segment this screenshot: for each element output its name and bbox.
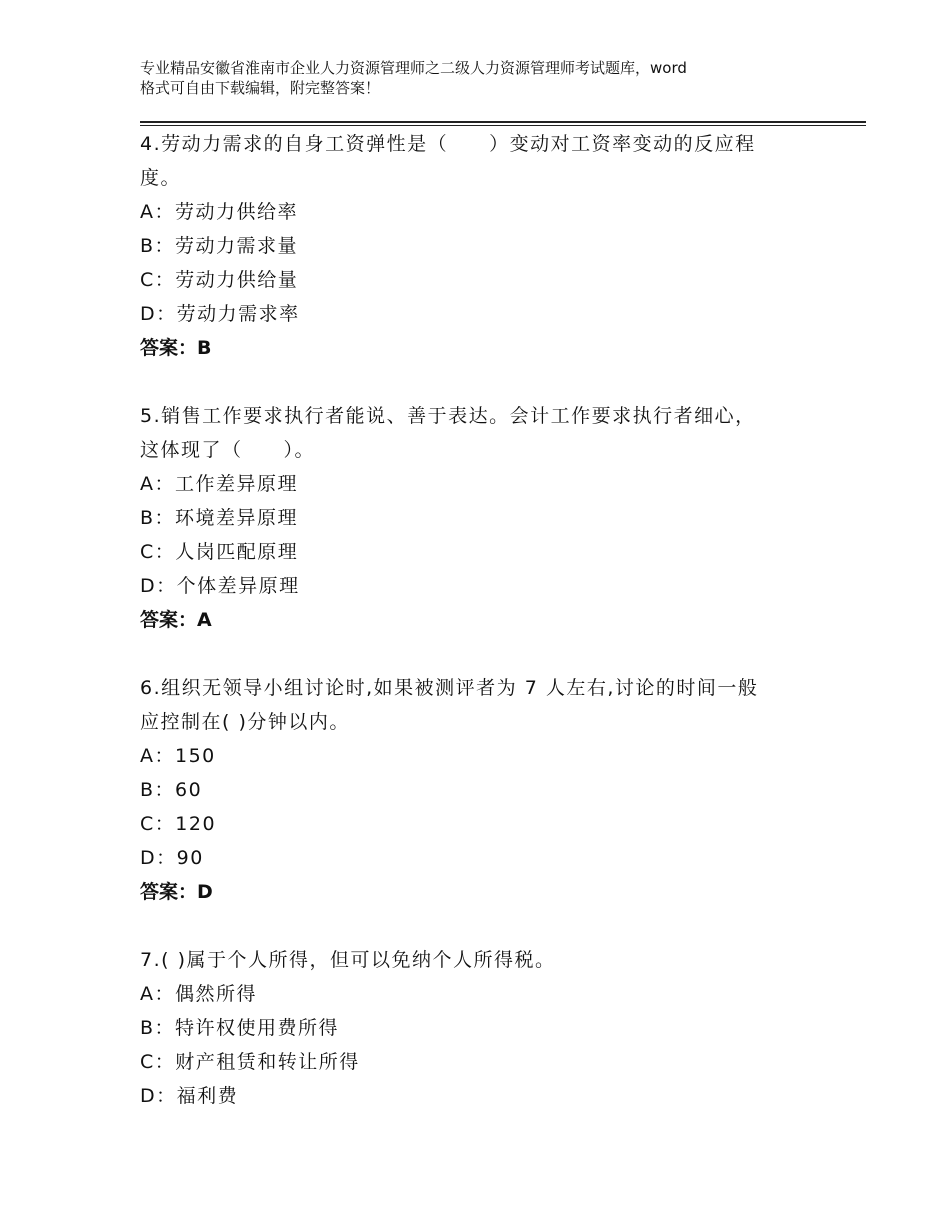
question-stem	[140, 671, 840, 739]
question-stem-line: 应控制在( )分钟以内。	[140, 711, 350, 733]
question-5	[140, 399, 840, 637]
question-spacer	[140, 365, 840, 399]
question-stem-line: 这体现了（ ）。	[140, 439, 316, 461]
header-line: 格式可自由下载编辑，附完整答案！	[140, 79, 381, 97]
document-header	[140, 58, 840, 98]
question-7	[140, 943, 840, 1113]
question-spacer	[140, 637, 840, 671]
option-b: B：60	[140, 779, 203, 801]
question-stem	[140, 399, 840, 467]
option-c: C：人岗匹配原理	[140, 541, 299, 563]
question-list	[140, 127, 840, 1113]
header-line: 专业精品安徽省淮南市企业人力资源管理师之二级人力资源管理师考试题库，word	[140, 59, 687, 77]
header-divider-thin	[140, 125, 866, 126]
question-stem-line: 7.( )属于个人所得，但可以免纳个人所得税。	[140, 949, 556, 971]
question-stem-line: 度。	[140, 167, 182, 189]
option-d: D：劳动力需求率	[140, 303, 300, 325]
option-a: A：劳动力供给率	[140, 201, 298, 223]
option-a: A：偶然所得	[140, 983, 257, 1005]
option-c: C：120	[140, 813, 217, 835]
option-d: D：福利费	[140, 1085, 239, 1107]
option-a: A：工作差异原理	[140, 473, 298, 495]
option-d: D：个体差异原理	[140, 575, 300, 597]
option-b: B：特许权使用费所得	[140, 1017, 340, 1039]
option-d: D：90	[140, 847, 204, 869]
option-c: C：劳动力供给量	[140, 269, 299, 291]
option-c: C：财产租赁和转让所得	[140, 1051, 360, 1073]
question-4	[140, 127, 840, 365]
header-divider-thick	[140, 121, 866, 123]
question-stem-line: 5.销售工作要求执行者能说、善于表达。会计工作要求执行者细心，	[140, 405, 756, 427]
option-b: B：劳动力需求量	[140, 235, 299, 257]
question-spacer	[140, 909, 840, 943]
option-a: A：150	[140, 745, 216, 767]
option-b: B：环境差异原理	[140, 507, 299, 529]
answer-label: 答案：A	[140, 609, 212, 631]
question-stem	[140, 943, 840, 977]
question-stem-line: 4.劳动力需求的自身工资弹性是（ ）变动对工资率变动的反应程	[140, 133, 756, 155]
question-stem-line: 6.组织无领导小组讨论时,如果被测评者为 7 人左右,讨论的时间一般	[140, 677, 759, 699]
question-6	[140, 671, 840, 909]
question-stem	[140, 127, 840, 195]
answer-label: 答案：D	[140, 881, 213, 903]
answer-label: 答案：B	[140, 337, 212, 359]
